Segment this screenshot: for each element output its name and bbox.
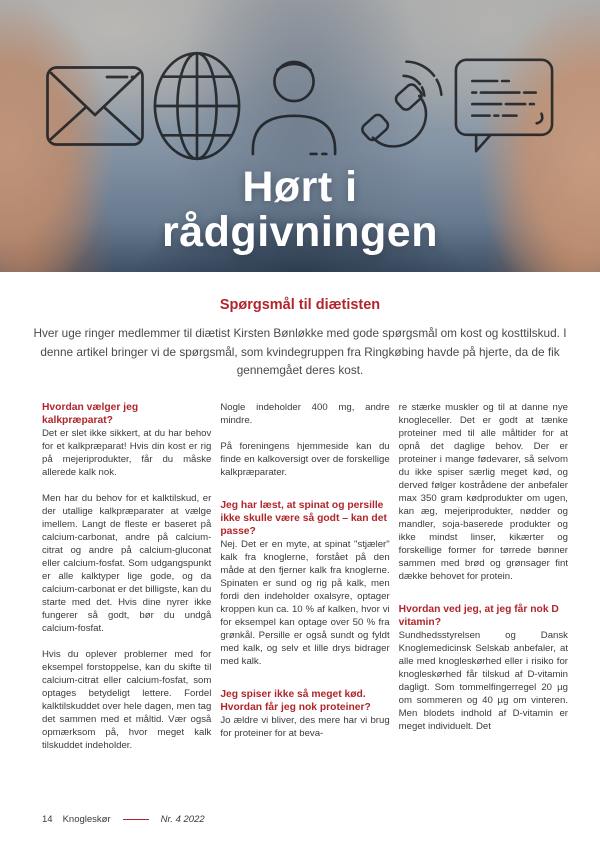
- body-paragraph: Men har du behov for et kalktilskud, er der utallige kalkpræparater at vælge imellem. Langt de fleste er baseret på calcium-carbonat, andre på calcium-citrat og andre på calcium-gluconat eller calcium-fosfat. Som udgangspunkt er alle kalktyper lige gode, og da calcium-carbonat er det billigste, kan du starte med det. Hvis dine nyrer ikke fungerer så godt, bør du undgå calcium-fosfat.: [42, 492, 212, 634]
- body-paragraph: Sundhedsstyrelsen og Dansk Knoglemedicinsk Selskab anbefaler, at alle med knogleskørhed eller i risiko for knogleskørhed får tilskud af D-vitamin dagligt. Som tommelfingerregel 20 µg om sommeren og 40 µg om vinteren. Men blodets indhold af D-vitamin er meget individuelt. Det: [398, 629, 568, 732]
- page-title-line2: rådgivningen: [162, 208, 438, 257]
- body-paragraph: Hvis du oplever problemer med for eksempel forstoppelse, kan du skifte til calcium-citrat eller calcium-fosfat, som optages betydeligt lettere. Fordel kalktilskuddet over hele dagen, men tag det sammen med et måltid. Vær også opmærksom på, hvor meget kalk tilskuddet indeholder.: [42, 648, 212, 751]
- article-intro: Hver uge ringer medlemmer til diætist Kirsten Bønløkke med gode spørgsmål om kost og kosttilskud. I denne artikel bringer vi de spørgsmål, som kvindegruppen fra Ringkøbing havde på hjerte, da de fik gennemgået deres kost.: [33, 326, 567, 377]
- body-paragraph: På foreningens hjemmeside kan du finde en kalkoversigt over de forskellige kalkpræparater.: [220, 440, 390, 478]
- page-footer: [42, 814, 205, 825]
- body-paragraph: Det er slet ikke sikkert, at du har behov for et kalkpræparat! Hvis din kost er rig på mejeriprodukter, får du måske allerede kalk nok.: [42, 427, 212, 478]
- person-icon: [248, 54, 340, 158]
- page-number: 14: [42, 814, 53, 825]
- question-heading: Jeg har læst, at spinat og persille ikke skulle være så godt – kan det passe?: [220, 499, 387, 537]
- globe-icon: [152, 50, 242, 162]
- envelope-icon: [45, 65, 145, 147]
- speech-bubble-icon: [453, 56, 555, 156]
- body-paragraph: Nogle indeholder 400 mg, andre mindre.: [220, 401, 390, 426]
- body-paragraph: re stærke muskler og til at danne nye knogleceller. Det er godt at tænke proteiner med til alle måltider for at opnå det daglige behov. Der er proteiner i mange fødevarer, så selvom du ikke spiser særlig meget kød, og derved følger kostrådene der anbefaler max 350 gram kødprodukter om ugen, kan æg, mejeriprodukter, nødder og mandler, soja-baserede produkter og ikke mindst linser, kikærter og forskellige former for tørrede bønner sammen med brød og grønsager fint dække behovet for protein.: [398, 401, 568, 582]
- body-paragraph: Nej. Det er en myte, at spinat "stjæler" kalk fra knoglerne, forstået på den måde at den fjerner kalk fra knoglerne. Spinaten er sund og rig på kalk, men fordi den indeholder oxalsyre, optager kroppen kun ca. 10 % af kalken, hvor vi for eksempel kan optage over 50 % fra grønkål. Persille er også sundt og fyldt med kalk, og selv et lille drys bidrager med kalk.: [220, 538, 390, 667]
- body-paragraph: Jo ældre vi bliver, des mere har vi brug for proteiner for at beva-: [220, 714, 390, 739]
- question-heading: Hvordan ved jeg, at jeg får nok D vitamin?: [398, 603, 559, 628]
- column-3: [399, 401, 568, 765]
- hero-photo: [0, 0, 600, 272]
- page-title-line1: Hørt i: [242, 162, 358, 211]
- column-1: [42, 401, 211, 765]
- column-2: [220, 401, 389, 765]
- page-title: [0, 162, 600, 257]
- hero-icons-row: [45, 50, 555, 162]
- article-columns: [0, 380, 600, 765]
- issue-number: Nr. 4 2022: [160, 814, 205, 825]
- question-heading: Jeg spiser ikke så meget kød. Hvordan får jeg nok proteiner?: [220, 688, 371, 713]
- article-kicker: Spørgsmål til diætisten: [219, 297, 381, 313]
- footer-rule: [123, 819, 149, 820]
- magazine-name: Knogleskør: [62, 814, 111, 825]
- question-heading: Hvordan vælger jeg kalkpræparat?: [42, 401, 139, 426]
- phone-icon: [347, 56, 447, 156]
